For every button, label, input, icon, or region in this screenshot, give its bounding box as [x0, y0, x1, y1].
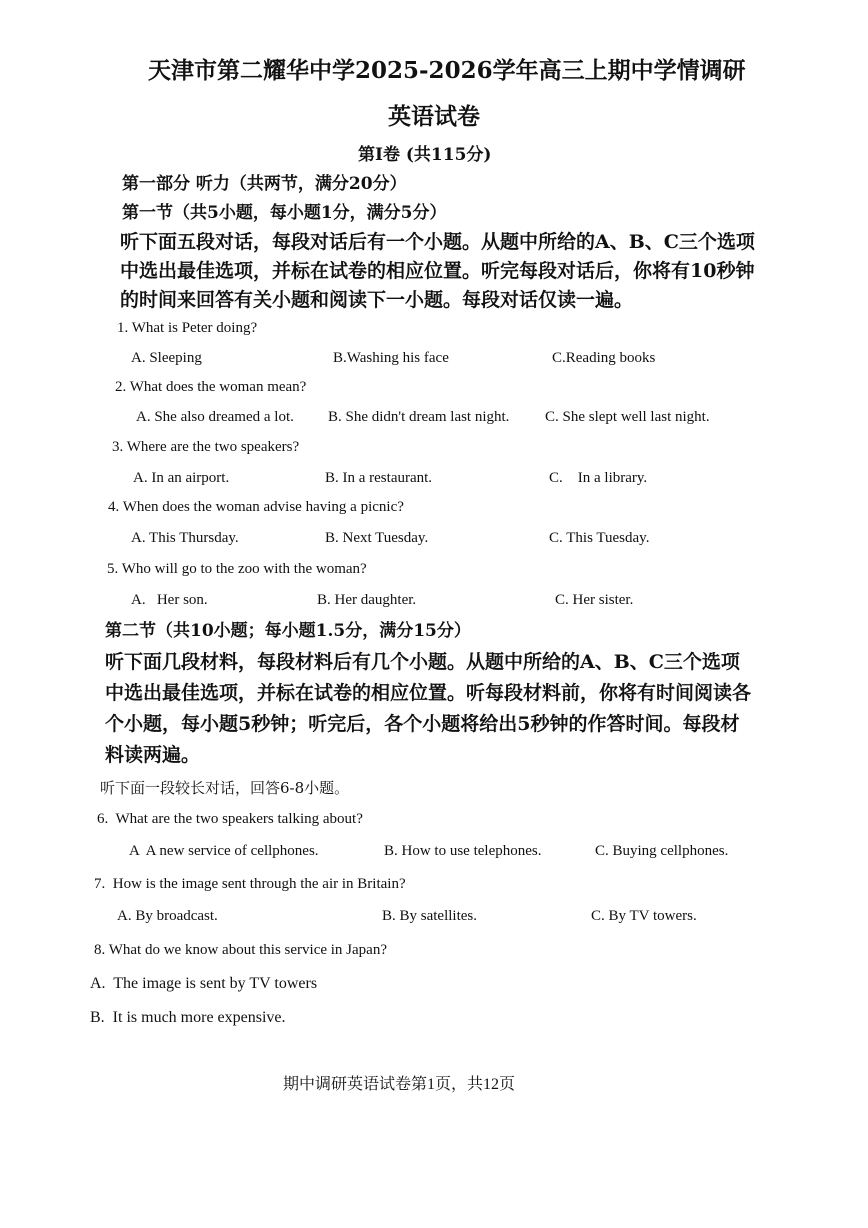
question-1-option-a: A. Sleeping — [131, 350, 202, 366]
question-4-option-b: B. Next Tuesday. — [325, 530, 429, 546]
question-2-option-a: A. She also dreamed a lot. — [136, 409, 294, 425]
section2-heading: 第二节（共10小题；每小题1.5分，满分15分） — [105, 621, 471, 641]
page-footer: 期中调研英语试卷第1页，共12页 — [283, 1076, 516, 1093]
question-3-option-a: A. In an airport. — [133, 470, 230, 486]
question-2-option-b: B. She didn't dream last night. — [328, 409, 510, 425]
question-5-option-c: C. Her sister. — [555, 592, 634, 608]
question-7-option-c: C. By TV towers. — [591, 908, 697, 924]
section1-instruction-line: 的时间来回答有关小题和阅读下一小题。每段对话仅读一遍。 — [120, 289, 634, 311]
section1-instruction-line: 中选出最佳选项，并标在试卷的相应位置。听完每段对话后，你将有10秒钟 — [120, 260, 755, 282]
question-3-option-b: B. In a restaurant. — [325, 470, 433, 486]
question-8-option-b: B. It is much more expensive. — [90, 1009, 286, 1026]
volume-label: 第Ⅰ卷 (共115分) — [358, 145, 492, 165]
question-5-option-a: A. Her son. — [131, 592, 208, 608]
question-5-option-b: B. Her daughter. — [317, 592, 417, 608]
question-6-option-b: B. How to use telephones. — [384, 843, 542, 859]
question-1-stem: 1. What is Peter doing? — [117, 320, 258, 336]
section2-instruction-line: 个小题，每小题5秒钟；听完后，各个小题将给出5秒钟的作答时间。每段材 — [105, 713, 740, 735]
question-6-option-c: C. Buying cellphones. — [595, 843, 729, 859]
question-4-option-a: A. This Thursday. — [131, 530, 239, 546]
question-4-stem: 4. When does the woman advise having a picnic? — [108, 499, 404, 515]
section2-instruction-line: 中选出最佳选项，并标在试卷的相应位置。听每段材料前，你将有时间阅读各 — [105, 682, 752, 704]
question-7-option-b: B. By satellites. — [382, 908, 477, 924]
question-2-stem: 2. What does the woman mean? — [115, 379, 307, 395]
part1-heading: 第一部分 听力（共两节，满分20分） — [122, 174, 407, 194]
question-8-stem: 8. What do we know about this service in Japan? — [94, 942, 387, 958]
question-5-stem: 5. Who will go to the zoo with the woman? — [107, 561, 367, 577]
section2-instruction-line: 听下面几段材料，每段材料后有几个小题。从题中所给的A、B、C三个选项 — [105, 651, 740, 673]
section2-note: 听下面一段较长对话，回答6-8小题。 — [100, 779, 350, 797]
exam-title: 天津市第二耀华中学2025-2026学年高三上期中学情调研 — [148, 57, 746, 84]
question-6-stem: 6. What are the two speakers talking about? — [97, 811, 363, 827]
exam-subtitle: 英语试卷 — [388, 103, 480, 130]
section1-instruction-line: 听下面五段对话，每段对话后有一个小题。从题中所给的A、B、C三个选项 — [120, 231, 755, 253]
section1-heading: 第一节（共5小题，每小题1分，满分5分） — [122, 203, 447, 223]
question-7-stem: 7. How is the image sent through the air in Britain? — [94, 876, 406, 892]
question-4-option-c: C. This Tuesday. — [549, 530, 650, 546]
question-3-stem: 3. Where are the two speakers? — [112, 439, 300, 455]
question-8-option-a: A. The image is sent by TV towers — [90, 975, 318, 992]
section2-instruction-line: 料读两遍。 — [105, 744, 201, 766]
question-3-option-c: C. In a library. — [549, 470, 648, 486]
question-2-option-c: C. She slept well last night. — [545, 409, 710, 425]
question-1-option-c: C.Reading books — [552, 350, 656, 366]
question-6-option-a: A A new service of cellphones. — [129, 843, 319, 859]
question-7-option-a: A. By broadcast. — [117, 908, 218, 924]
question-1-option-b: B.Washing his face — [333, 350, 449, 366]
